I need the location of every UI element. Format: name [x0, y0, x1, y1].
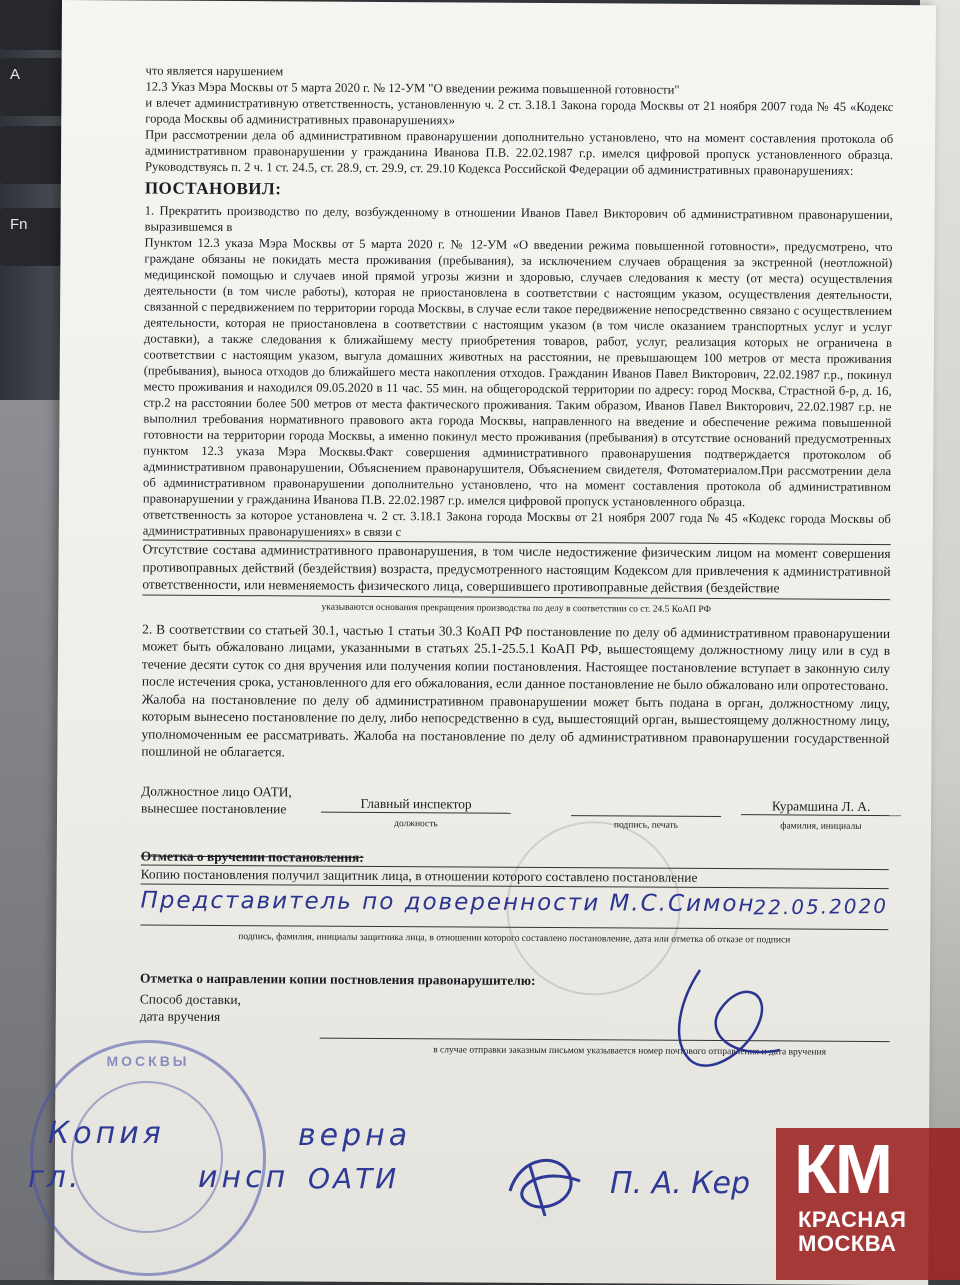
- p1-reason: Отсутствие состава административного правонарушения, в том числе недостижение физическим лицом на момент совершения противоправных действий (бездействия) возраста, предусмотренного настоящим Кодексом для привлечения к административной ответственности, или невменяемость физического лица, совершившего противоправные действия (бездействие: [142, 541, 890, 600]
- logo-abbr: КМ: [794, 1130, 892, 1208]
- p1-liability: ответственность за которое установлена ч. 2 ст. 3.18.1 Закона города Москвы от 21 ноября 2007 года № 45 «Кодекс города Москвы об административных правонарушениях» в связи с: [143, 507, 891, 546]
- signature-caption: подпись, печать: [613, 819, 679, 831]
- keyboard-key-fn: Fn: [0, 208, 70, 266]
- official-name: Курамшина Л. А.: [741, 798, 901, 816]
- intro-line: что является нарушением: [145, 63, 284, 79]
- signature-block: [141, 782, 889, 835]
- handwritten-line: [140, 887, 889, 930]
- handwritten-representative: Представитель по доверенности М.С.Симон: [140, 887, 756, 918]
- official-label-line: вынесшее постановление: [141, 799, 287, 816]
- p1-body: Пунктом 12.3 указа Мэра Москвы от 5 марта 2020 г. № 12-УМ «О введении режима повышенной готовности», предусмотрено, что граждане обязаны не покидать места проживания (пребывания), за исключением случаев обращения за экстренной (неотложной) медицинской помощью и случаев иной прямой угрозы жизни и здоровью, случаев следования к месту (от места) осуществления деятельности (в том числе работы), которая не приостановлена в соответствии с настоящим указом, осуществления деятельности, связанной с передвижением по территории города Москвы, в случае если такое передвижение непосредственно связано с осуществлением деятельности, которая не приостановлена в соответствии с настоящим указом (в том числе оказанием транспортных услуг и услуг доставки), а также следования к ближайшему месту приобретения товаров, работ, услуг, реализация которых не ограничена в соответствии с настоящим указом, выгула домашних животных на расстоянии, не превышающем 100 метров от места проживания (пребывания), выноса отходов до ближайшего места накопления отходов. Гражданин Иванов Павел Викторович, 22.02.1987 г.р., покинул место проживания и находился 09.05.2020 в 11 час. 55 мин. на общегородской территории по адресу: город Москва, Страстной б-р, д. 16, стр.2 на расстоянии более 500 метров от места фактического проживания. Таким образом, Иванов Павел Викторович, 22.02.1987 г.р. не выполнил требования нормативного правового акта города Москвы, направленного на введение и обеспечение режима повышенной готовности на территории города Москвы, а именно покинул место проживания (пребывания) в отсутствие оснований предусмотренных пунктом 12.3 указа Мэра Москвы.Факт совершения административного правонарушения подтверждается протоколом об административном правонарушении, Объяснением правонарушителя, Объяснением свидетеля, Фотоматериалом.При рассмотрении дела об административном правонарушении дополнительно установлено, что на момент составления протокола об административном правонарушении у гражданина Иванова П.В. 22.02.1987 г.р. имелся цифровой пропуск установленного образца.: [142, 235, 893, 510]
- official-label-line: Должностное лицо ОАТИ,: [141, 782, 292, 799]
- stamp-text: МОСКВЫ: [106, 1053, 190, 1069]
- krasnaya-moskva-logo: [776, 1128, 960, 1280]
- certifier-name: П. А. Кер: [610, 1166, 751, 1201]
- delivery-text: Копию постановления получил защитник лица, в отношении которого составлено постановление: [141, 865, 889, 889]
- certify-word: ОАТИ: [308, 1162, 400, 1195]
- keyboard-key-a: A: [0, 58, 70, 116]
- signature-scribble-icon: [500, 1146, 590, 1226]
- intro-paragraph: При рассмотрении дела об административном правонарушении дополнительно установлено, что на момент составления протокола об административном правонарушении у гражданина Иванова П.В. 22.02.1987 г.р. имелся цифровой пропуск установленного образца. Руководствуясь п. 2 ч. 1 ст. 24.5, ст. 28.9, ст. 29.9, ст. 29.10 Кодекса Российской Федерации об административных правонарушениях:: [144, 127, 894, 178]
- p2-paragraph: 2. В соответствии со статьей 30.1, частью 1 статьи 30.3 КоАП РФ постановление по делу об административном правонарушении может быть обжаловано лицами, указанными в статьях 25.1-25.5.1 КоАП РФ, вышестоящему должностному лицу или в суд в течение десяти суток со дня вручения или получения копии постановления. Настоящее постановление вступает в законную силу после истечения срока, установленного для его обжалования, если данное постановление не было обжаловано или опротестовано.: [141, 621, 891, 694]
- keyboard-key: [0, 0, 70, 50]
- intro-line: 12.3 Указ Мэра Москвы от 5 марта 2020 г. № 12-УМ "О введении режима повышенной готовности": [145, 79, 680, 97]
- certify-word: верна: [298, 1118, 412, 1153]
- position-value: Главный инспектор: [321, 795, 511, 813]
- handwritten-date: 22.05.2020: [753, 893, 889, 920]
- official-label: [141, 782, 341, 817]
- keyboard-key: [0, 126, 70, 184]
- resolution-heading: ПОСТАНОВИЛ:: [144, 178, 282, 199]
- delivery-date-label: дата вручения: [139, 1008, 221, 1024]
- p3-paragraph: Жалоба на постановление по делу об административном правонарушении может быть подана в орган, должностному лицу, которым вынесено постановление по делу, либо непосредственно в суд, вышестоящий орган, вышестоящему должностному лицу, уполномоченным ее рассматривать. Жалоба на постановление по делу об административном правонарушении государственной пошлиной не облагается.: [141, 691, 890, 760]
- delivery-title: Отметка о вручении постановления:: [141, 848, 889, 870]
- document-body: [139, 63, 894, 1058]
- defender-signature-scribble-icon: [660, 960, 800, 1080]
- position-caption: должность: [394, 818, 438, 829]
- delivery-method-label: Способ доставки,: [139, 991, 241, 1008]
- certify-word: Копия: [48, 1116, 165, 1151]
- certify-word: инсп: [198, 1160, 290, 1195]
- p1-intro: 1. Прекратить производство по делу, возбужденному в отношении Иванов Павел Викторович об административном правонарушении, выразившемся в: [144, 203, 893, 235]
- p1-caption: указываются основания прекращения производства по делу в соответствии со ст. 24.5 КоАП РФ: [321, 602, 712, 615]
- intro-line: и влечет административную ответственность, установленную ч. 2 ст. 3.18.1 Закона города Москвы от 21 ноября 2007 года № 45 «Кодекс города Москвы об административных правонарушениях»: [145, 95, 894, 128]
- certify-word: гл.: [28, 1160, 82, 1195]
- copy-title: Отметка о направлении копии постновления правонарушителю:: [139, 970, 536, 988]
- name-caption: фамилия, инициалы: [780, 820, 862, 832]
- delivery-caption: в случае отправки заказным письмом указывается номер почтового отправления и дата вручения: [433, 1045, 826, 1058]
- handwritten-caption: подпись, фамилия, инициалы защитника лица, в отношении которого составлено постановление, дата или отметка об отказе от подписи: [238, 932, 791, 946]
- logo-line1: КРАСНАЯ: [798, 1207, 907, 1232]
- certifier-signature: [500, 1142, 760, 1232]
- logo-line2: МОСКВА: [798, 1231, 897, 1256]
